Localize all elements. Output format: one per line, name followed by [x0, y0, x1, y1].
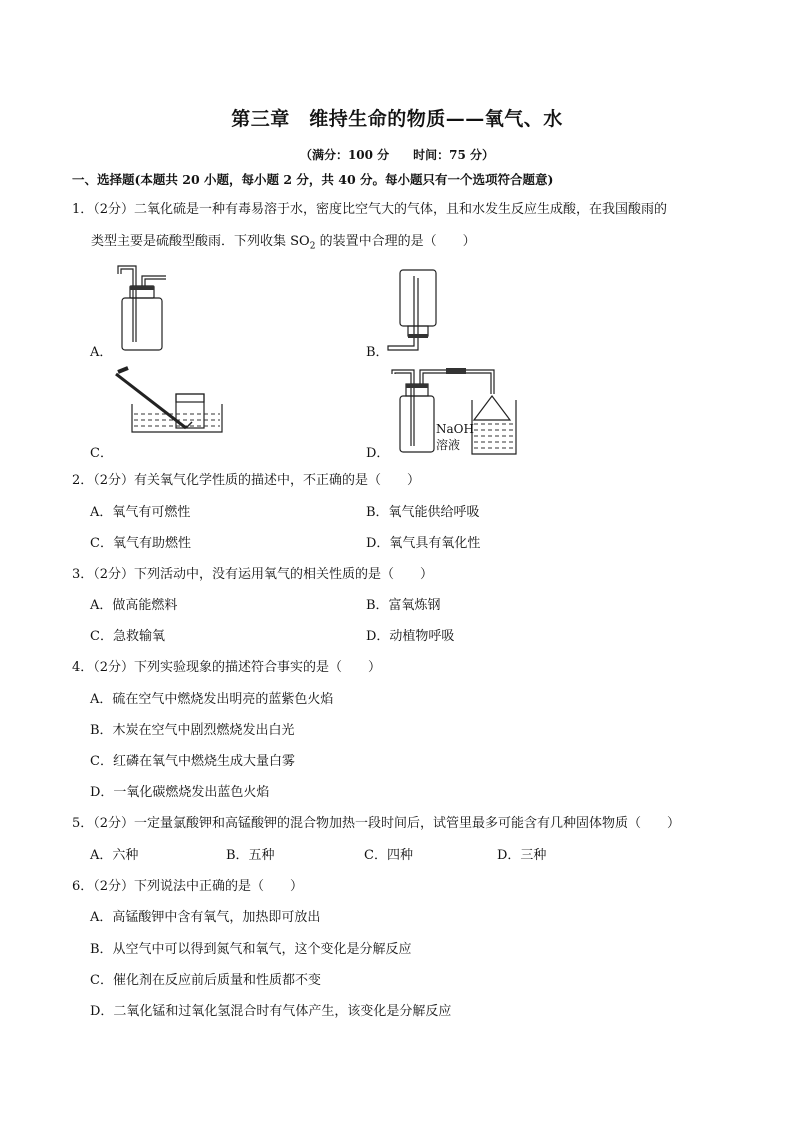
q4-stem: 4．（2分）下列实验现象的描述符合事实的是（ ）: [72, 660, 382, 675]
figure-a-gas-bottle: [112, 262, 172, 354]
q3-option-c: C．急救输氧: [90, 629, 165, 644]
page-title: 第三章 维持生命的物质——氧气、水: [231, 108, 563, 130]
q2-stem: 2．（2分）有关氧气化学性质的描述中，不正确的是（ ）: [72, 473, 421, 488]
q4-option-c: C．红磷在氧气中燃烧生成大量白雾: [90, 754, 295, 769]
q1-option-d-label: D．: [366, 446, 390, 461]
q3-option-a: A．做高能燃料: [90, 598, 178, 613]
q2-option-a: A．氧气有可燃性: [90, 505, 191, 520]
q5-option-c: C．四种: [364, 848, 413, 863]
section-heading: 一、选择题(本题共 20 小题，每小题 2 分，共 40 分。每小题只有一个选项符合题意): [72, 172, 554, 187]
q5-stem: 5．（2分）一定量氯酸钾和高锰酸钾的混合物加热一段时间后，试管里最多可能含有几种固体物质（ ）: [72, 816, 681, 831]
q5-option-a: A．六种: [90, 848, 139, 863]
q3-stem: 3．（2分）下列活动中，没有运用氧气的相关性质的是（ ）: [72, 567, 434, 582]
q3-option-d: D．动植物呼吸: [366, 629, 455, 644]
q6-option-c: C．催化剂在反应前后质量和性质都不变: [90, 973, 321, 988]
q3-option-b: B．富氧炼钢: [366, 598, 441, 613]
solution-label: 溶液: [436, 438, 461, 452]
q2-option-c: C．氧气有助燃性: [90, 536, 191, 551]
figure-b-inverted-bottle: [384, 268, 444, 358]
q4-option-d: D．一氧化碳燃烧发出蓝色火焰: [90, 785, 270, 800]
q5-option-d: D．三种: [497, 848, 547, 863]
q1-stem-line2: [91, 232, 476, 257]
figure-c-water-trough: [108, 364, 228, 436]
q2-option-d: D．氧气具有氧化性: [366, 536, 481, 551]
q1-option-a-label: A．: [90, 345, 113, 360]
q1-subscript: 2: [309, 241, 316, 252]
q1-stem-text-end: 的装置中合理的是（ ）: [315, 234, 476, 249]
q1-option-b-label: B．: [366, 345, 389, 360]
q6-stem: 6．（2分）下列说法中正确的是（ ）: [72, 879, 304, 894]
q2-option-b: B．氧气能供给呼吸: [366, 505, 480, 520]
q4-option-a: A．硫在空气中燃烧发出明亮的蓝紫色火焰: [90, 692, 334, 707]
figure-d-naoh-absorber: [390, 364, 524, 456]
q1-stem-text: 类型主要是硫酸型酸雨．下列收集 SO: [91, 234, 310, 249]
q4-option-b: B．木炭在空气中剧烈燃烧发出白光: [90, 723, 295, 738]
q6-option-b: B．从空气中可以得到氮气和氧气，这个变化是分解反应: [90, 942, 412, 957]
naoh-label: NaOH: [436, 422, 474, 436]
q6-option-a: A．高锰酸钾中含有氧气，加热即可放出: [90, 910, 321, 925]
q1-option-c-label: C．: [90, 446, 113, 461]
q5-option-b: B．五种: [226, 848, 275, 863]
q1-stem-line1: 1．（2分）二氧化硫是一种有毒易溶于水，密度比空气大的气体，且和水发生反应生成酸，在我国酸雨的: [72, 202, 668, 217]
exam-info: （满分：100 分 时间：75 分）: [299, 148, 495, 162]
q6-option-d: D．二氧化锰和过氧化氢混合时有气体产生，该变化是分解反应: [90, 1004, 452, 1019]
